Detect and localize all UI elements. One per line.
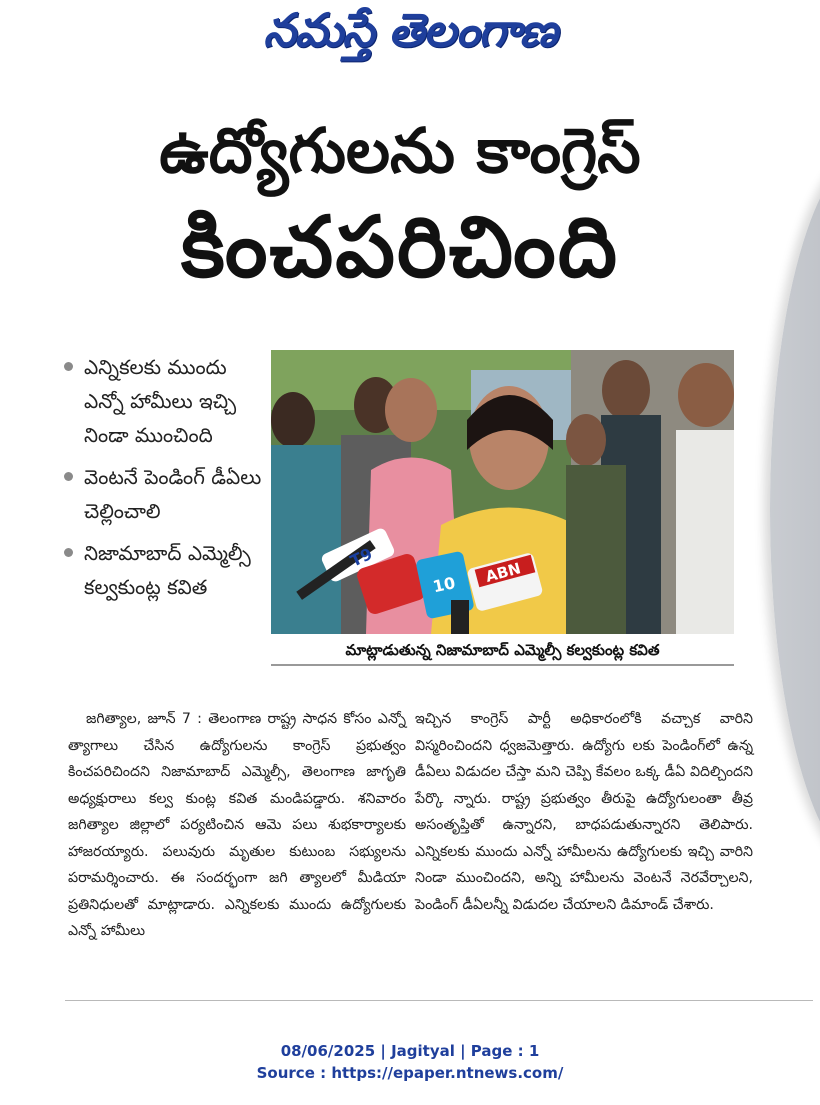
footer-divider bbox=[65, 1000, 813, 1001]
article-column-2: ఇచ్చిన కాంగ్రెస్ పార్టీ అధికారంలోకి వచ్చాక వారిని విస్మరించిందని ధ్వజమెత్తారు. ఉద్యోగు లకు పెండింగ్‌లో ఉన్న డీఏలు విడుదల చేస్తా మని చెప్పి కేవలం ఒక్క డీఏ విదిల్చిందని పేర్కొ న్నారు. రాష్ట్ర ప్రభుత్వం తీరుపై ఉద్యోగులంతా తీవ్ర అసంతృప్తితో ఉన్నారని, బాధపడుతున్నారని తెలిపారు. ఎన్నికలకు ముందు ఎన్నో హామీలను ఉద్యోగులకు ఇచ్చి వారిని నిండా ముంచిందని, అన్ని హామీలను వెంటనే నెరవేర్చాలని, పెండింగ్ డీఏలన్నీ విడుదల చేయాలని డిమాండ్ చేశారు. bbox=[415, 711, 753, 913]
bullet-text: వెంటనే పెండింగ్ డీఏలు చెల్లించాలి bbox=[84, 465, 262, 523]
bullet-item bbox=[62, 460, 262, 528]
headline-line-2: కించపరిచింది bbox=[180, 198, 620, 296]
news-photo bbox=[271, 350, 734, 634]
headline-line-1: ఉద్యోగులను కాంగ్రెస్ bbox=[159, 114, 641, 187]
bullet-text: నిజామాబాద్ ఎమ్మెల్సీ కల్వకుంట్ల కవిత bbox=[84, 541, 251, 599]
photo-caption: మాట్లాడుతున్న నిజామాబాద్ ఎమ్మెల్సీ కల్వకుంట్ల కవిత bbox=[271, 636, 734, 666]
source-footer bbox=[0, 1040, 820, 1084]
mic-label-t9: T9 bbox=[347, 544, 376, 571]
edition-info: 08/06/2025 | Jagityal | Page : 1 bbox=[280, 1042, 540, 1060]
masthead bbox=[0, 0, 820, 72]
bullet-dot-icon bbox=[64, 548, 73, 557]
bullet-item bbox=[62, 536, 262, 604]
bullet-dot-icon bbox=[64, 472, 73, 481]
highlight-bullets bbox=[62, 350, 262, 612]
decorative-side-arc bbox=[770, 150, 820, 870]
source-url[interactable]: Source : https://epaper.ntnews.com/ bbox=[256, 1064, 564, 1082]
bullet-item bbox=[62, 350, 262, 452]
mic-label-10: 10 bbox=[431, 573, 457, 597]
headline bbox=[40, 110, 760, 302]
masthead-logo: నమస్తే తెలంగాణ bbox=[263, 3, 557, 57]
mic-label-layer bbox=[271, 350, 734, 634]
bullet-text: ఎన్నికలకు ముందు ఎన్నో హామీలు ఇచ్చి నిండా ముంచింది bbox=[84, 355, 237, 447]
mic-label-abn: ABN bbox=[483, 559, 523, 586]
article-column-1: జగిత్యాల, జూన్ 7 : తెలంగాణ రాష్ట్ర సాధన కోసం ఎన్నో త్యాగాలు చేసిన ఉద్యోగులను కాంగ్రెస్ ప్రభుత్వం కించపరిచిందని నిజామాబాద్ ఎమ్మెల్సీ, తెలంగాణ జాగృతి అధ్యక్షురాలు కల్వ కుంట్ల కవిత మండిపడ్డారు. శనివారం జగిత్యాల జిల్లాలో పర్యటించిన ఆమె పలు శుభకార్యాలకు హాజరయ్యారు. పలువురు మృతుల కుటుంబ సభ్యులను పరామర్శించారు. ఈ సందర్భంగా జగి త్యాలలో మీడియా ప్రతినిధులతో మాట్లాడారు. ఎన్నికలకు ముందు ఉద్యోగులకు ఎన్నో హామీలు bbox=[68, 711, 406, 939]
bullet-dot-icon bbox=[64, 362, 73, 371]
